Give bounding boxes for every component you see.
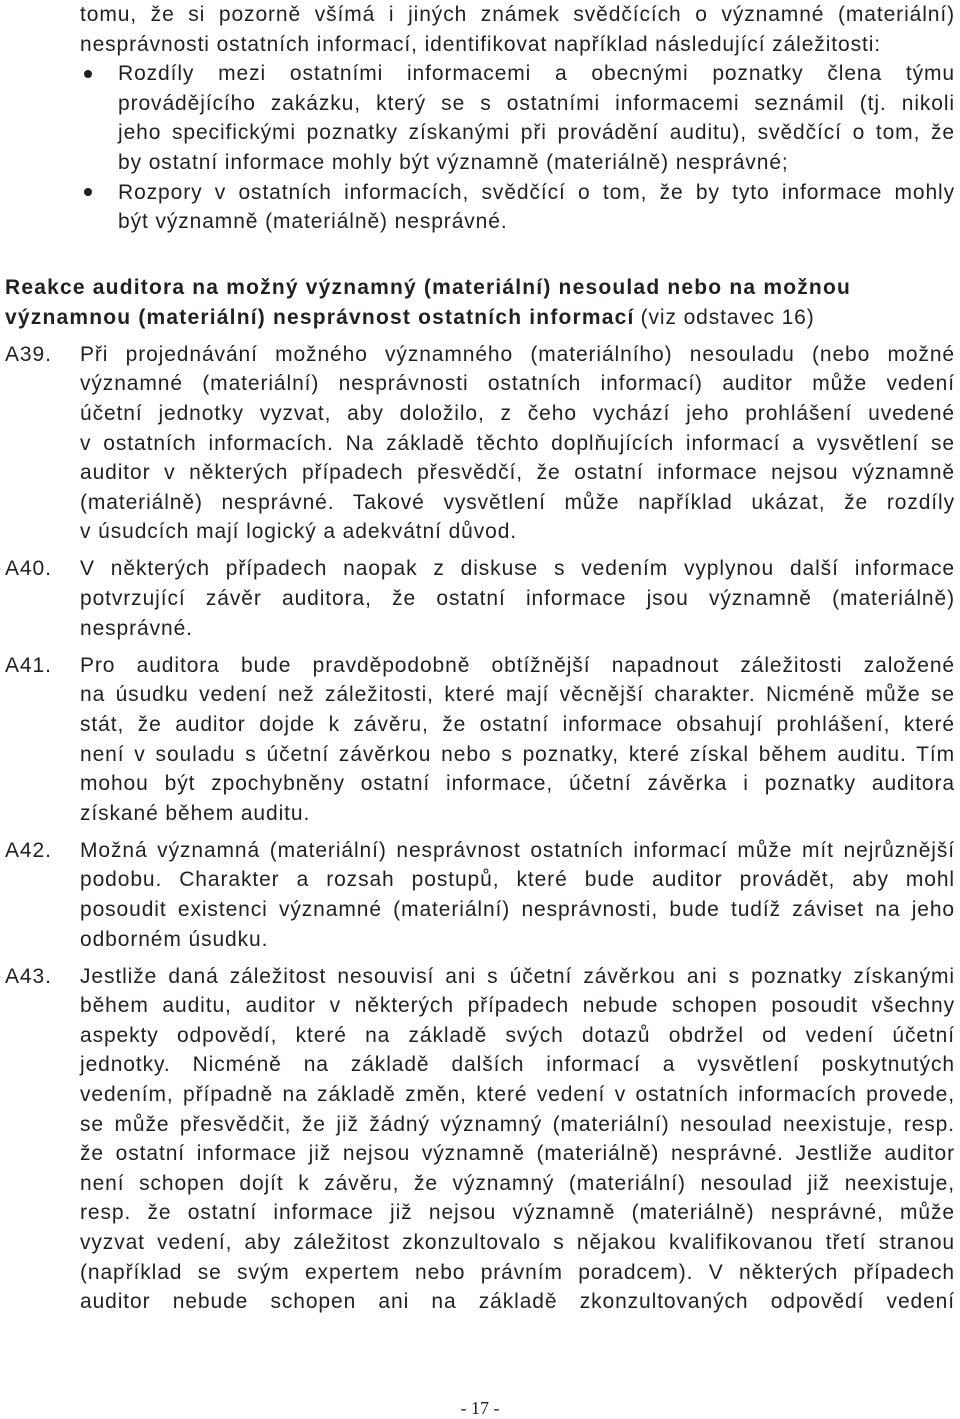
intro-line: tomu, že si pozorně všímá i jiných známek svědčících o významné (materiální)	[80, 3, 955, 26]
paragraph-line: Možná významná (materiální) nesprávnost ostatních informací může mít nejrůznější	[80, 838, 955, 862]
paragraph-line: stát, že auditor dojde k závěru, že ostatní informace obsahují prohlášení, které	[80, 712, 955, 736]
paragraph-line: posoudit existenci významné (materiální) nesprávnosti, bude tudíž záviset na jeho	[80, 898, 955, 922]
paragraph-text	[80, 651, 955, 829]
paragraph-text	[80, 554, 955, 643]
page-number: - 17 -	[460, 1398, 500, 1418]
paragraph-line: vedením, případně na základě změn, které vedení v ostatních informacích provede,	[80, 1083, 955, 1107]
paragraph-line: na úsudku vedení než záležitosti, které mají věcnější charakter. Nicméně může se	[80, 683, 955, 707]
bullet-line: provádějícího zakázku, který se s ostatními informacemi seznámil (tj. nikoli	[118, 91, 955, 115]
bullet-item	[118, 59, 955, 177]
bullet-line: jeho specifickými poznatky získanými při provádění auditu), svědčící o tom, že	[118, 121, 955, 145]
paragraph-line: Pro auditora bude pravděpodobně obtížnější napadnout záležitosti založené	[80, 653, 955, 677]
paragraph-line: se může přesvědčit, že již žádný významný (materiální) nesoulad neexistuje, resp.	[80, 1112, 955, 1136]
paragraph-line: Při projednávání možného významného (materiálního) nesouladu (nebo možné	[80, 342, 955, 366]
paragraph-line: V některých případech naopak z diskuse s vedením vyplynou další informace	[80, 557, 955, 581]
paragraph-a42	[0, 836, 960, 954]
intro-line: nesprávnosti ostatních informací, identifikovat například následující záležitosti:	[80, 32, 882, 56]
paragraph-line: odborném úsudku.	[80, 927, 269, 951]
paragraph-a39	[0, 340, 960, 547]
paragraph-label: A39.	[5, 342, 52, 366]
bullet-icon	[84, 70, 92, 78]
bullet-line: by ostatní informace mohly být významně (materiálně) nesprávné;	[118, 150, 789, 174]
paragraph-line: získané během auditu.	[80, 801, 311, 825]
paragraph-line: v ostatních informacích. Na základě těchto doplňujících informací a vysvětlení se	[80, 431, 955, 455]
paragraph-a43	[0, 962, 960, 1317]
paragraph-line: účetní jednotky vyzvat, aby doložilo, z čeho vychází jeho prohlášení uvedené	[80, 402, 955, 426]
paragraph-a40	[0, 554, 960, 643]
paragraph-line: (například se svým expertem nebo právním poradcem). V některých případech	[80, 1260, 955, 1284]
paragraph-line: v úsudcích mají logický a adekvátní důvod.	[80, 520, 518, 544]
paragraph-line: významné (materiální) nesprávnosti ostatních informací) auditor může vedení	[80, 372, 955, 396]
paragraph-line: vyzvat vedení, aby záležitost zkonzultovalo s nějakou kvalifikovanou třetí stranou	[80, 1231, 955, 1255]
paragraph-line: že ostatní informace již nejsou významně (materiálně) nesprávné. Jestliže auditor	[80, 1142, 955, 1166]
bullet-icon	[84, 188, 92, 196]
paragraph-line: auditor nebude schopen ani na základě zkonzultovaných odpovědí vedení	[80, 1290, 955, 1314]
bullet-line: být významně (materiálně) nesprávné.	[118, 210, 508, 234]
paragraph-line: během auditu, auditor v některých případech nebude schopen posoudit všechny	[80, 994, 955, 1018]
paragraph-a41	[0, 651, 960, 829]
paragraph-line: jednotky. Nicméně na základě dalších informací a vysvětlení poskytnutých	[80, 1053, 955, 1077]
paragraph-line: podobu. Charakter a rozsah postupů, které bude auditor provádět, aby mohl	[80, 868, 955, 892]
heading-reference: (viz odstavec 16)	[640, 305, 815, 329]
paragraph-text	[80, 836, 955, 954]
intro-paragraph	[80, 0, 955, 59]
paragraph-line: auditor v některých případech přesvědčí, že ostatní informace nejsou významně	[80, 461, 955, 485]
paragraph-line: není v souladu s účetní závěrkou nebo s poznatky, které získal během auditu. Tím	[80, 742, 955, 766]
paragraph-text	[80, 962, 955, 1317]
heading-text: významnou (materiální) nesprávnost ostatních informací	[5, 305, 635, 329]
paragraph-line: mohou být zpochybněny ostatní informace, účetní závěrka i poznatky auditora	[80, 772, 955, 796]
paragraph-line: není schopen dojít k závěru, že významný (materiální) nesoulad již neexistuje,	[80, 1171, 955, 1195]
heading-line	[5, 303, 955, 333]
bullet-line: Rozpory v ostatních informacích, svědčící o tom, že by tyto informace mohly	[118, 180, 955, 204]
paragraph-line: nesprávné.	[80, 616, 193, 640]
paragraph-label: A41.	[5, 653, 52, 677]
paragraph-line: potvrzující závěr auditora, že ostatní informace jsou významně (materiálně)	[80, 587, 955, 611]
paragraph-line: resp. že ostatní informace již nejsou významně (materiálně) nesprávné, může	[80, 1201, 955, 1225]
paragraph-line: Jestliže daná záležitost nesouvisí ani s účetní závěrkou ani s poznatky získanými	[80, 964, 955, 988]
paragraph-label: A40.	[5, 557, 52, 581]
paragraph-line: aspekty odpovědí, které na základě svých dotazů obdržel od vedení účetní	[80, 1023, 955, 1047]
section-heading	[5, 273, 955, 332]
bullet-list	[0, 59, 960, 237]
paragraph-label: A43.	[5, 964, 52, 988]
paragraph-text	[80, 340, 955, 547]
heading-line: Reakce auditora na možný významný (materiální) nesoulad nebo na možnou	[5, 276, 851, 300]
paragraph-label: A42.	[5, 838, 52, 862]
paragraph-line: (materiálně) nesprávné. Takové vysvětlení může například ukázat, že rozdíly	[80, 490, 955, 514]
bullet-line: Rozdíly mezi ostatními informacemi a obecnými poznatky člena týmu	[118, 62, 955, 86]
bullet-item	[118, 178, 955, 237]
